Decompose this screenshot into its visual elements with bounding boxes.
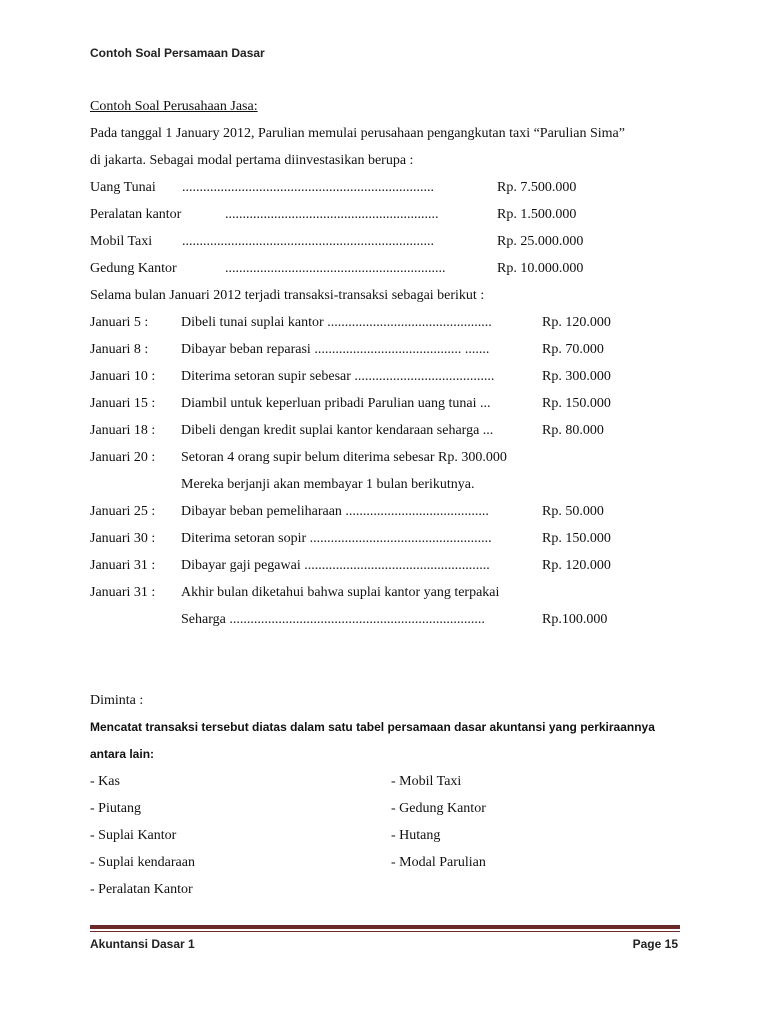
- transaction-row: [90, 552, 690, 579]
- transaction-desc: Diambil untuk keperluan pribadi Parulian uang tunai ...: [181, 396, 491, 411]
- transaction-date: Januari 15 :: [90, 396, 156, 411]
- transaction-amount: Rp. 120.000: [542, 558, 611, 573]
- spacer: [90, 633, 690, 687]
- transaction-amount: Rp. 150.000: [542, 396, 611, 411]
- asset-label: Mobil Taxi: [90, 234, 153, 249]
- transaction-desc: Dibeli dengan kredit suplai kantor kendaraan seharga ...: [181, 423, 494, 438]
- transactions-intro: Selama bulan Januari 2012 terjadi transaksi-transaksi sebagai berikut :: [90, 288, 485, 303]
- page-header: Contoh Soal Persamaan Dasar: [90, 46, 265, 60]
- transaction-desc: Setoran 4 orang supir belum diterima sebesar Rp. 300.000: [181, 450, 507, 465]
- account-right: - Gedung Kantor: [391, 801, 486, 816]
- transaction-desc: Dibeli tunai suplai kantor ...............................................: [181, 315, 492, 330]
- transaction-list: [90, 309, 690, 633]
- account-row: [90, 768, 690, 795]
- transaction-date: Januari 8 :: [90, 342, 149, 357]
- transaction-amount: Rp. 50.000: [542, 504, 604, 519]
- asset-label: Gedung Kantor: [90, 261, 177, 276]
- intro-line-2: di jakarta. Sebagai modal pertama diinvestasikan berupa :: [90, 153, 414, 168]
- transaction-amount: Rp. 70.000: [542, 342, 604, 357]
- section-title: Contoh Soal Perusahaan Jasa:: [90, 99, 258, 114]
- transaction-amount: Rp. 120.000: [542, 315, 611, 330]
- transaction-desc: Seharga .........................................................................: [181, 612, 485, 627]
- asset-row: [90, 255, 690, 282]
- transaction-row: [90, 363, 690, 390]
- asset-dots: ........................................................................: [182, 234, 434, 249]
- transaction-row: [90, 498, 690, 525]
- transaction-row: [90, 417, 690, 444]
- transaction-row: [90, 471, 690, 498]
- transaction-date: Januari 31 :: [90, 558, 156, 573]
- asset-row: [90, 174, 690, 201]
- transaction-desc: Mereka berjanji akan membayar 1 bulan berikutnya.: [181, 477, 475, 492]
- asset-dots: .............................................................: [225, 207, 439, 222]
- account-row: [90, 876, 690, 903]
- account-left: - Piutang: [90, 801, 141, 816]
- transaction-date: Januari 25 :: [90, 504, 156, 519]
- account-right: - Mobil Taxi: [391, 774, 462, 789]
- transaction-date: Januari 31 :: [90, 585, 156, 600]
- page-number: Page 15: [632, 937, 678, 951]
- transaction-row: [90, 309, 690, 336]
- account-right: - Hutang: [391, 828, 441, 843]
- asset-row: [90, 201, 690, 228]
- transaction-desc: Dibayar beban reparasi .......................................... .......: [181, 342, 490, 357]
- asset-amount: Rp. 1.500.000: [497, 207, 577, 222]
- asset-amount: Rp. 7.500.000: [497, 180, 577, 195]
- asset-dots: ...............................................................: [225, 261, 446, 276]
- transaction-row: [90, 390, 690, 417]
- instruction-line-2: antara lain:: [90, 747, 155, 761]
- transaction-desc: Dibayar gaji pegawai .....................................................: [181, 558, 490, 573]
- transaction-date: Januari 10 :: [90, 369, 156, 384]
- transaction-amount: Rp. 150.000: [542, 531, 611, 546]
- transaction-date: Januari 5 :: [90, 315, 149, 330]
- transaction-row: [90, 525, 690, 552]
- transaction-desc: Diterima setoran supir sebesar ........................................: [181, 369, 495, 384]
- footer-divider-thin: [90, 931, 680, 932]
- asset-row: [90, 228, 690, 255]
- account-list: [90, 768, 690, 903]
- transaction-amount: Rp. 80.000: [542, 423, 604, 438]
- footer-divider-thick: [90, 925, 680, 929]
- transaction-row: [90, 336, 690, 363]
- asset-label: Peralatan kantor: [90, 207, 182, 222]
- account-left: - Suplai Kantor: [90, 828, 177, 843]
- asset-amount: Rp. 25.000.000: [497, 234, 584, 249]
- transaction-row: [90, 606, 690, 633]
- transaction-amount: Rp.100.000: [542, 612, 608, 627]
- transaction-desc: Akhir bulan diketahui bahwa suplai kantor yang terpakai: [181, 585, 500, 600]
- intro-line-1: Pada tanggal 1 January 2012, Parulian memulai perusahaan pengangkutan taxi “Parulian Sima”: [90, 126, 625, 141]
- account-left: - Suplai kendaraan: [90, 855, 195, 870]
- transaction-desc: Dibayar beban pemeliharaan .........................................: [181, 504, 489, 519]
- diminta-label: Diminta :: [90, 693, 144, 708]
- instruction-line-1: Mencatat transaksi tersebut diatas dalam satu tabel persamaan dasar akuntansi yang perkiraannya: [90, 720, 655, 734]
- account-right: - Modal Parulian: [391, 855, 486, 870]
- asset-label: Uang Tunai: [90, 180, 156, 195]
- account-left: - Kas: [90, 774, 120, 789]
- transaction-row: [90, 444, 690, 471]
- asset-dots: ........................................................................: [182, 180, 434, 195]
- transaction-date: Januari 20 :: [90, 450, 156, 465]
- account-left: - Peralatan Kantor: [90, 882, 193, 897]
- asset-amount: Rp. 10.000.000: [497, 261, 584, 276]
- footer-course-title: Akuntansi Dasar 1: [90, 937, 195, 951]
- account-row: [90, 849, 690, 876]
- transaction-row: [90, 579, 690, 606]
- account-row: [90, 822, 690, 849]
- transaction-amount: Rp. 300.000: [542, 369, 611, 384]
- transaction-date: Januari 18 :: [90, 423, 156, 438]
- transaction-date: Januari 30 :: [90, 531, 156, 546]
- transaction-desc: Diterima setoran sopir ....................................................: [181, 531, 492, 546]
- document-body: [90, 93, 690, 903]
- account-row: [90, 795, 690, 822]
- asset-list: [90, 174, 690, 282]
